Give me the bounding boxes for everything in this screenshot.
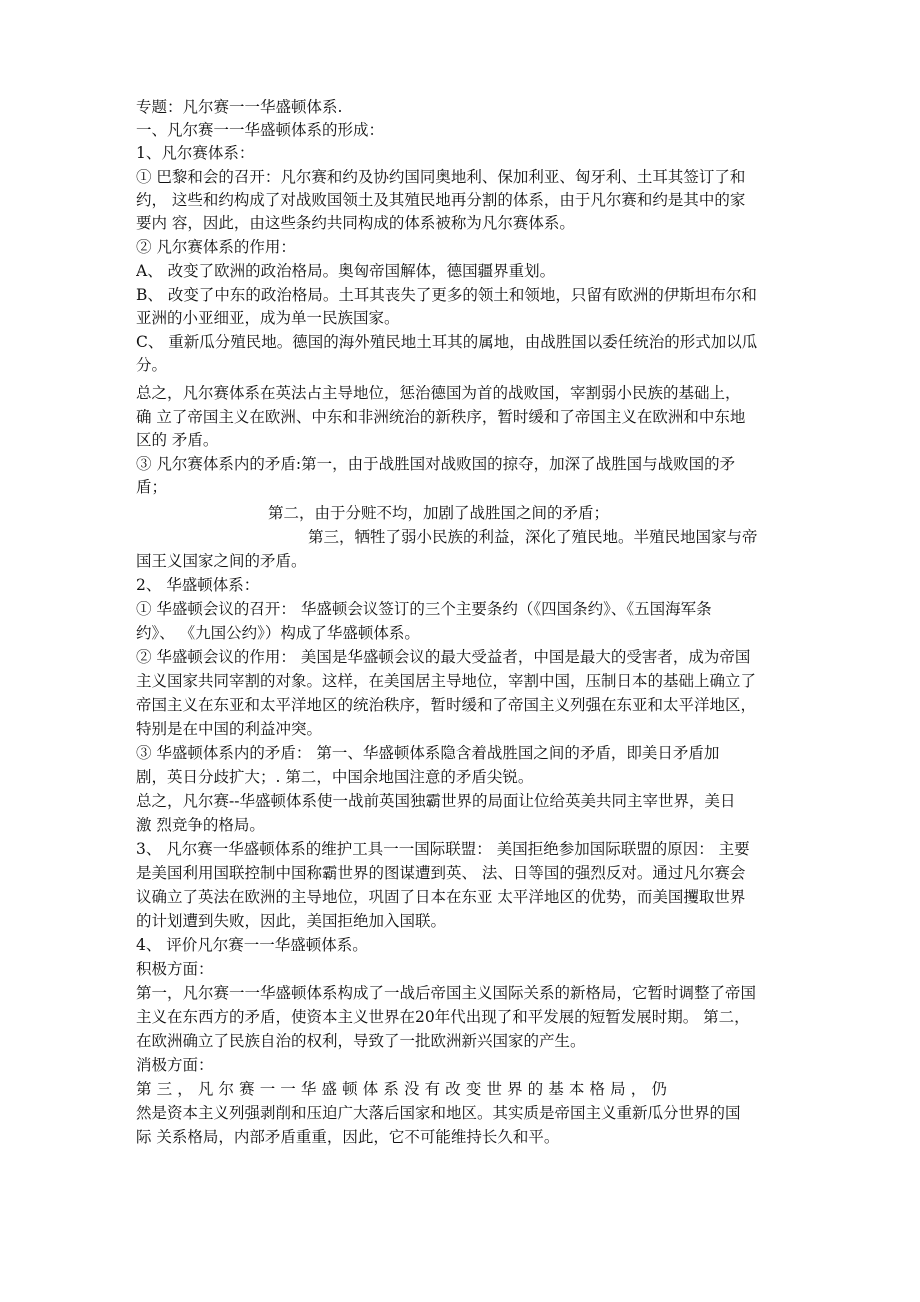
- text-line: 约》、 《九国公约》）构成了华盛顿体系。: [136, 624, 420, 642]
- section-heading: 一、凡尔赛一一华盛顿体系的形成：: [136, 121, 385, 139]
- text-line: 第一，凡尔赛一一华盛顿体系构成了一战后帝国主义国际关系的新格局，它暂时调整了帝国: [136, 984, 757, 1002]
- text-line: 分。: [136, 356, 168, 374]
- doc-title: 专题：凡尔赛一一华盛顿体系.: [136, 98, 343, 116]
- text-line: 消极方面：: [136, 1056, 214, 1074]
- text-line: 确 立了帝国主义在欧洲、中东和非洲统治的新秩序，暂时缓和了帝国主义在欧洲和中东地: [136, 408, 746, 426]
- text-line: 总之，凡尔赛--华盛顿体系使一战前英国独霸世界的局面让位给英美共同主宰世界，美日: [136, 792, 736, 810]
- text-line: C、 重新瓜分殖民地。德国的海外殖民地土耳其的属地，由战胜国以委任统治的形式加以瓜: [136, 333, 758, 351]
- text-line: 是美国利用国联控制中国称霸世界的图谋遭到英、 法、日等国的强烈反对。通过凡尔赛会: [136, 864, 746, 882]
- subsection-heading: 1、凡尔赛体系：: [136, 144, 255, 162]
- text-line: 帝国主义在东亚和太平洋地区的统治秩序，暂时缓和了帝国主义列强在东亚和太平洋地区，: [136, 696, 757, 714]
- text-line: 盾；: [136, 478, 168, 496]
- text-line: 际 关系格局，内部矛盾重重，因此，它不可能维持长久和平。: [136, 1128, 560, 1146]
- text-line: 剧，英日分歧扩大；. 第二，中国余地国注意的矛盾尖锐。: [136, 768, 534, 786]
- text-line: 亚洲的小亚细亚，成为单一民族国家。: [136, 309, 400, 327]
- subsection-heading: 2、 华盛顿体系：: [136, 576, 260, 594]
- text-line: 第三，凡尔赛一一华盛顿体系没有改变世界的基本格局，仍: [136, 1080, 672, 1098]
- text-line: A、 改变了欧洲的政治格局。奥匈帝国解体，德国疆界重划。: [136, 262, 556, 280]
- text-line: 第三，牺牲了弱小民族的利益，深化了殖民地。半殖民地国家与帝: [308, 528, 758, 546]
- text-line: 激 烈竞争的格局。: [136, 816, 265, 834]
- text-line: ② 凡尔赛体系的作用：: [136, 238, 296, 256]
- text-line: 特别是在中国的利益冲突。: [136, 720, 323, 738]
- text-line: B、 改变了中东的政治格局。土耳其丧失了更多的领土和领地，只留有欧洲的伊斯坦布尔和: [136, 286, 757, 304]
- text-line: 议确立了英法在欧洲的主导地位，巩固了日本在东亚 太平洋地区的优势，而美国攫取世界: [136, 888, 746, 906]
- text-line: ③ 华盛顿体系内的矛盾： 第一、华盛顿体系隐含着战胜国之间的矛盾，即美日矛盾加: [136, 744, 720, 762]
- text-line: 在欧洲确立了民族自治的权利，导致了一批欧洲新兴国家的产生。: [136, 1032, 586, 1050]
- text-line: 总之，凡尔赛体系在英法占主导地位，惩治德国为首的战败国，宰割弱小民族的基础上，: [136, 384, 741, 402]
- subsection-heading: 4、 评价凡尔赛一一华盛顿体系。: [136, 936, 368, 954]
- text-line: 主义国家共同宰割的对象。这样，在美国居主导地位，宰割中国，压制日本的基础上确立了: [136, 672, 757, 690]
- text-line: 主义在东西方的矛盾，使资本主义世界在20年代出现了和平发展的短暂发展时期。 第二，: [136, 1008, 750, 1026]
- text-line: 要内 容，因此，由这些条约共同构成的体系被称为凡尔赛体系。: [136, 214, 575, 232]
- text-line: 然是资本主义列强剥削和压迫广大落后国家和地区。其实质是帝国主义重新瓜分世界的国: [136, 1104, 741, 1122]
- text-line: 约， 这些和约构成了对战败国领土及其殖民地再分割的体系，由于凡尔赛和约是其中的家: [136, 191, 746, 209]
- text-line: 第二，由于分赃不均，加剧了战胜国之间的矛盾；: [268, 504, 610, 522]
- text-line: 区的 矛盾。: [136, 431, 219, 449]
- text-line: ② 华盛顿会议的作用： 美国是华盛顿会议的最大受益者，中国是最大的受害者，成为帝国: [136, 648, 751, 666]
- subsection-heading: 3、 凡尔赛一华盛顿体系的维护工具一一国际联盟： 美国拒绝参加国际联盟的原因： 主要: [136, 840, 750, 858]
- text-line: 国王义国家之间的矛盾。: [136, 552, 307, 570]
- text-line: 积极方面：: [136, 960, 214, 978]
- text-line: ① 华盛顿会议的召开： 华盛顿会议签订的三个主要条约（《四国条约》、《五国海军条: [136, 600, 712, 618]
- text-line: ③ 凡尔赛体系内的矛盾:第一，由于战胜国对战败国的掠夺，加深了战胜国与战败国的矛: [136, 455, 736, 473]
- text-line: 的计划遭到失败，因此，美国拒绝加入国联。: [136, 912, 447, 930]
- text-line: ① 巴黎和会的召开：凡尔赛和约及协约国同奥地利、保加利亚、匈牙利、土耳其签订了和: [136, 168, 746, 186]
